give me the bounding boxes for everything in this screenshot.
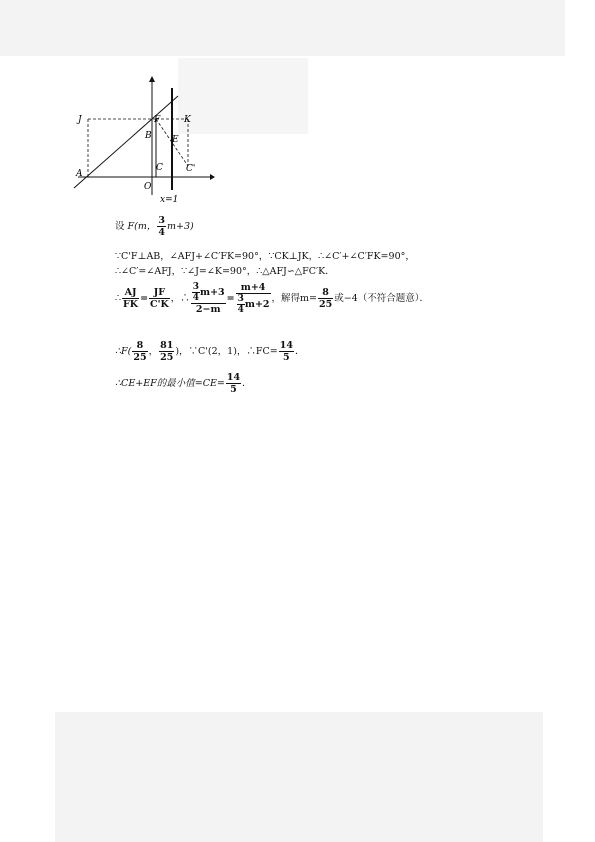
label-B: B <box>145 131 152 141</box>
text-m-plus-3: m+3) <box>166 221 194 232</box>
x-axis-arrow <box>210 174 215 180</box>
bottom-gray-band <box>55 712 543 842</box>
fraction-3-4: $\frac{3}{4}$ <box>158 215 165 238</box>
text-comma: ， <box>148 346 159 357</box>
fraction-8-25: $\frac{8}{25}$ <box>319 287 333 310</box>
line-ab <box>74 96 178 188</box>
text-set: 设 <box>115 221 125 232</box>
solution-line-6 <box>115 372 252 395</box>
text-solve-m: ，解得m= <box>271 293 317 304</box>
label-C-prime: C' <box>186 164 196 174</box>
text-therefore-2: ，∴ <box>170 293 190 304</box>
fraction-8-25-b: $\frac{8}{25}$ <box>133 340 147 363</box>
top-gray-band <box>0 0 565 56</box>
solution-line-1 <box>115 215 194 238</box>
label-C: C <box>156 163 163 173</box>
fraction-14-5: $\frac{14}{5}$ <box>279 340 293 363</box>
fraction-compound-right: m+4 $\frac{3}{4}$ m+2 <box>237 282 270 315</box>
label-A: A <box>76 169 83 179</box>
text-perpendicular-reasoning: ∵C'F⊥AB，∠AFJ+∠C′FK=90°，∵CK⊥JK，∴∠C′+∠C′FK=90°， <box>115 251 415 262</box>
text-min-value: ∴CE+EF的最小值=CE= <box>115 378 225 389</box>
equals-1: = <box>140 293 149 304</box>
label-F: F <box>154 115 161 125</box>
fraction-aj-fk: $\frac{AJ}{FK}$ <box>123 287 139 310</box>
solution-line-5 <box>115 340 305 363</box>
fraction-81-25: $\frac{81}{25}$ <box>160 340 174 363</box>
fraction-14-5-b: $\frac{14}{5}$ <box>226 372 241 395</box>
fraction-compound-left: $\frac{3}{4}$ m+3 2−m <box>192 282 225 315</box>
y-axis-arrow <box>149 76 155 82</box>
solution-line-4 <box>115 282 429 315</box>
text-c-prime-fc: )，∵C'(2，1)，∴FC= <box>175 346 278 357</box>
label-O: O <box>144 182 152 192</box>
text-point-f: F(m， <box>127 221 157 232</box>
text-similar-triangles: ∴∠C′=∠AFJ，∵∠J=∠K=90°，∴△AFJ∽△FC′K． <box>115 266 335 277</box>
text-therefore: ∴ <box>115 293 122 304</box>
solution-line-2 <box>115 248 415 262</box>
text-period-2: ． <box>242 378 252 389</box>
fraction-jf-ck: $\frac{JF}{C'K}$ <box>150 287 169 310</box>
label-E: E <box>172 135 179 145</box>
label-x-equals-1: x=1 <box>160 195 179 205</box>
text-or-minus-4: 或−4（不符合题意）． <box>334 293 429 304</box>
geometry-figure <box>70 70 220 210</box>
label-J: J <box>78 115 82 125</box>
equals-2: = <box>226 293 235 304</box>
solution-line-3 <box>115 263 335 277</box>
label-K: K <box>184 115 191 125</box>
text-f-coordinate: ∴F( <box>115 346 132 357</box>
text-period: ． <box>294 346 305 357</box>
